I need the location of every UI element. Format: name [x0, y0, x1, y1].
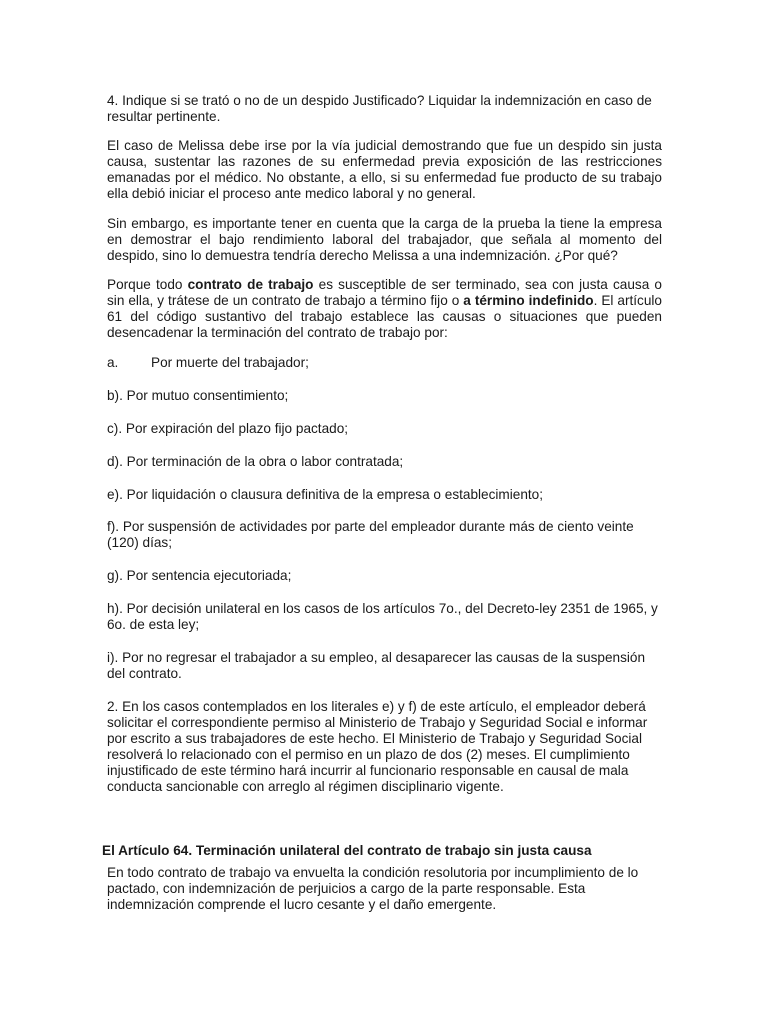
para3-text-1: Porque todo — [107, 277, 188, 292]
paragraph-burden-of-proof: Sin embargo, es importante tener en cuenta que la carga de la prueba la tiene la empresa en demostrar el bajo rendimiento laboral del trabajador, que señala al momento del despido, sino lo demuestra tendría derecho Melissa a una indemnización. ¿Por qué? — [107, 216, 662, 263]
bold-termino-indefinido: a término indefinido — [463, 293, 594, 308]
list-item-f: f). Por suspensión de actividades por parte del empleador durante más de ciento veinte (120) días; — [107, 519, 634, 550]
list-text-a: Por muerte del trabajador; — [151, 355, 309, 370]
paragraph-melissa-case: El caso de Melissa debe irse por la vía judicial demostrando que fue un despido sin justa causa, sustentar las razones de su enfermedad previa exposición de las restricciones emanadas por el médico. No obstante, a ello, si su enfermedad fue producto de su trabajo ella debió iniciar el proceso ante medico laboral y no general. — [107, 138, 662, 201]
list-marker-a: a. — [107, 355, 119, 370]
para3-text-3: . El artículo 61 del código sustantivo del trabajo establece las causas o situaciones que pueden desencadenar la terminación del contrato de trabajo por: — [107, 293, 662, 340]
question-4: 4. Indique si se trató o no de un despido Justificado? Liquidar la indemnización en caso de resultar pertinente. — [107, 93, 652, 124]
paragraph-article-61 — [107, 277, 662, 341]
paragraph-condicion-resolutoria: En todo contrato de trabajo va envuelta la condición resolutoria por incumplimiento de lo pactado, con indemnización de perjuicios a cargo de la parte responsable. Esta indemnización comprende el lucro cesante y el daño emergente. — [107, 865, 639, 912]
list-item-c: c). Por expiración del plazo fijo pactado; — [107, 421, 349, 436]
bold-contrato-de-trabajo: contrato de trabajo — [187, 277, 314, 292]
list-item-h: h). Por decisión unilateral en los casos de los artículos 7o., del Decreto-ley 2351 de 1965, y 6o. de esta ley; — [107, 601, 658, 632]
paragraph-permiso-ministerio: 2. En los casos contemplados en los literales e) y f) de este artículo, el empleador deberá solicitar el correspondiente permiso al Ministerio de Trabajo y Seguridad Social e informar por escrito a sus trabajadores de este hecho. El Ministerio de Trabajo y Seguridad Social resolverá lo relacionado con el permiso en un plazo de dos (2) meses. El cumplimiento injustificado de este término hará incurrir al funcionario responsable en causal de mala conducta sancionable con arreglo al régimen disciplinario vigente. — [107, 699, 648, 794]
list-item-a — [107, 355, 309, 371]
list-item-g: g). Por sentencia ejecutoriada; — [107, 568, 292, 583]
list-item-i: i). Por no regresar el trabajador a su empleo, al desaparecer las causas de la suspensión del contrato. — [107, 650, 646, 681]
heading-article-64: El Artículo 64. Terminación unilateral del contrato de trabajo sin justa causa — [102, 843, 592, 858]
list-item-e: e). Por liquidación o clausura definitiva de la empresa o establecimiento; — [107, 487, 543, 502]
para3-text-2: es susceptible de ser terminado, sea con justa causa o sin ella, y trátese de un contrato de trabajo a término fijo o — [107, 277, 662, 308]
list-item-b: b). Por mutuo consentimiento; — [107, 388, 289, 403]
list-item-d: d). Por terminación de la obra o labor contratada; — [107, 454, 404, 469]
